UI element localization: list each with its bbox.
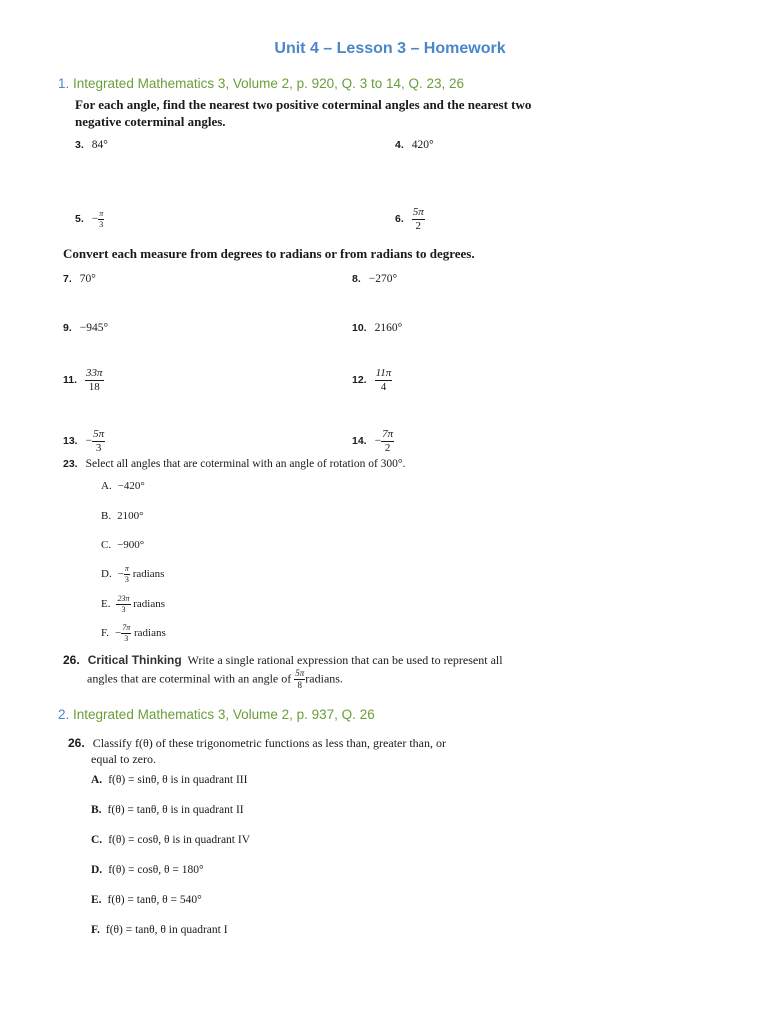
denominator: 3 [121,605,126,614]
problem-number: 3. [75,139,84,151]
section-2-header [58,707,375,722]
option-value: 2100° [117,510,144,522]
problem-number: 11. [63,374,78,387]
option-d [101,565,164,584]
problem-4 [395,139,434,151]
question-text-line2b: radians. [305,671,343,686]
numerator: 7π [382,428,394,440]
question-number: 26. [68,736,85,750]
page-title: Unit 4 – Lesson 3 – Homework [274,40,506,57]
problem-5 [75,210,104,229]
option-fraction [124,565,130,584]
instruction-coterminal: For each angle, find the nearest two positive coterminal angles and the nearest two negative coterminal angles. [75,97,532,129]
section-2-number: 2. [58,707,70,722]
denominator: 18 [88,381,100,393]
option-sign: − [117,568,124,581]
problem-number: 14. [352,435,367,448]
option-value: −900° [117,539,145,551]
problem-number: 12. [352,374,367,387]
problem-fraction [381,429,394,454]
numerator: 23π [117,594,130,603]
option-value: −420° [117,480,145,492]
option-text: f(θ) = cosθ, θ = 180° [108,864,204,876]
angle-fraction [294,669,305,690]
problem-number: 10. [352,322,367,334]
option-unit: radians [133,627,166,640]
problem-8 [352,273,397,285]
option-a [101,480,145,492]
problem-number: 6. [395,213,404,226]
classify-option-b [91,804,244,816]
problem-sign: − [91,213,99,226]
problem-number: 7. [63,273,72,285]
question-26-classify-line2: equal to zero. [91,752,156,766]
numerator: 5π [412,206,424,218]
numerator: 33π [86,367,103,379]
problem-number: 8. [352,273,361,285]
problem-11 [63,368,104,393]
numerator: 11π [375,367,392,379]
problem-13 [63,429,105,454]
question-text: Select all angles that are coterminal with an angle of rotation of 300°. [85,458,406,470]
numerator: 7π [122,623,131,632]
question-text-line2a: angles that are coterminal with an angle of [87,671,292,686]
problem-value: −945° [79,322,109,334]
option-label: B. [101,510,112,522]
option-label: A. [101,480,112,492]
question-23 [63,458,405,470]
problem-6 [395,207,425,232]
problem-value: 2160° [374,322,403,334]
section-1-reference: Integrated Mathematics 3, Volume 2, p. 920, Q. 3 to 14, Q. 23, 26 [73,76,465,91]
problem-number: 9. [63,322,72,334]
problem-fraction [92,429,105,454]
option-label: E. [101,598,111,611]
question-number: 26. [63,653,80,667]
problem-number: 4. [395,139,404,151]
denominator: 8 [297,680,303,690]
option-text: f(θ) = cosθ, θ is in quadrant IV [108,834,251,846]
option-label: D. [101,568,112,581]
classify-option-a [91,774,247,786]
section-2-reference: Integrated Mathematics 3, Volume 2, p. 937, Q. 26 [73,707,375,722]
problem-value: 70° [79,273,96,285]
option-b [101,510,144,522]
problem-fraction [85,368,104,393]
option-label: F. [101,627,109,640]
question-26-classify [68,735,446,752]
denominator: 3 [99,220,104,229]
classify-option-f [91,924,228,936]
problem-value: 84° [91,139,108,151]
option-text: f(θ) = tanθ, θ = 540° [107,894,202,906]
denominator: 4 [380,381,387,393]
option-label: C. [101,539,112,551]
problem-sign: − [374,435,382,448]
problem-fraction [98,210,104,229]
numerator: π [124,564,129,573]
denominator: 2 [384,442,391,454]
option-c [101,539,144,551]
option-text: f(θ) = tanθ, θ in quadrant I [105,924,228,936]
classify-option-c [91,834,250,846]
instruction-convert: Convert each measure from degrees to radians or from radians to degrees. [63,246,475,261]
option-fraction [121,624,131,643]
question-26-critical-line2 [87,669,343,690]
denominator: 3 [124,634,129,643]
question-text-line1: Classify f(θ) of these trigonometric functions as less than, greater than, or [92,736,447,750]
option-label: B. [91,804,102,816]
problem-9 [63,322,108,334]
option-fraction [116,595,130,614]
problem-10 [352,322,402,334]
option-f [101,624,166,643]
option-sign: − [115,627,122,640]
classify-option-d [91,864,204,876]
option-unit: radians [132,568,165,581]
option-label: A. [91,774,103,786]
problem-fraction [412,207,425,232]
problem-12 [352,368,392,393]
numerator: 5π [93,428,105,440]
problem-7 [63,273,96,285]
option-e [101,595,165,614]
option-label: E. [91,894,102,906]
option-text: f(θ) = sinθ, θ is in quadrant III [108,774,248,786]
denominator: 3 [124,575,129,584]
problem-3 [75,139,108,151]
classify-option-e [91,894,202,906]
problem-14 [352,429,394,454]
question-text-line1: Write a single rational expression that can be used to represent all [187,653,503,667]
option-label: F. [91,924,100,936]
problem-number: 13. [63,435,78,448]
option-label: D. [91,864,103,876]
question-26-critical [63,652,503,669]
problem-sign: − [85,435,93,448]
numerator: 5π [295,668,305,678]
problem-value: −270° [368,273,398,285]
numerator: π [99,209,104,218]
question-number: 23. [63,458,78,470]
denominator: 3 [95,442,102,454]
problem-number: 5. [75,213,84,226]
denominator: 2 [415,220,422,232]
section-1-header [58,76,464,91]
option-label: C. [91,834,103,846]
critical-thinking-heading: Critical Thinking [87,653,182,667]
problem-fraction [375,368,393,393]
section-1-number: 1. [58,76,70,91]
problem-value: 420° [411,139,434,151]
option-text: f(θ) = tanθ, θ is in quadrant II [107,804,244,816]
option-unit: radians [133,598,166,611]
